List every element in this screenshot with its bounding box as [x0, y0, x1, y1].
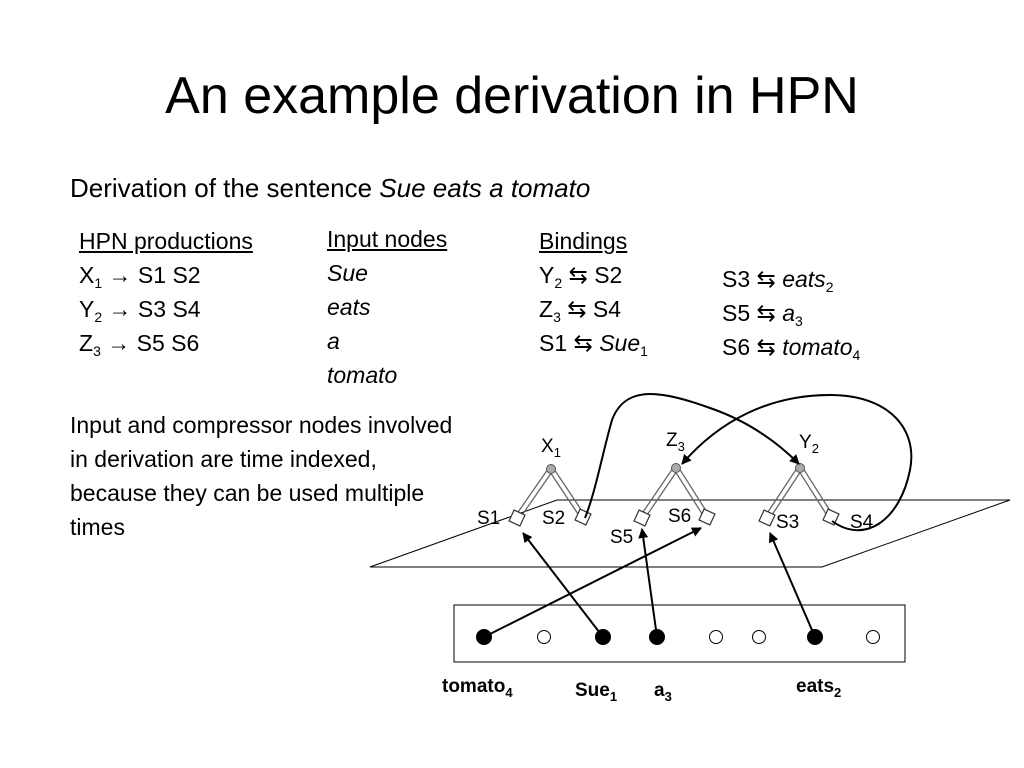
input-node-inactive: [710, 631, 723, 644]
binding-rhs: S4: [592, 296, 622, 322]
binding-rhs-sub: 3: [795, 313, 803, 329]
input-node-item: a: [327, 328, 340, 354]
binding-arrow-sue-s1: [523, 533, 603, 637]
binding-rhs-sub: 2: [825, 279, 834, 295]
binding-rhs: S2: [594, 262, 623, 288]
tree-root-label: $Z_3$: [666, 430, 685, 454]
rule-lhs: Z: [79, 330, 94, 356]
input-node-inactive: [753, 631, 766, 644]
rule-lhs: X: [79, 262, 95, 288]
bindings-header: Bindings: [539, 228, 628, 254]
binding-arrow-y2-s2: [585, 394, 799, 518]
binding-arrows-icon: ⇆: [567, 296, 587, 322]
input-word-label: $a_3$: [654, 680, 672, 704]
binding-arrows-icon: ⇆: [573, 330, 593, 356]
tree-leaf-node: [634, 510, 650, 526]
tree-root-node: [796, 464, 805, 473]
input-node-box: [454, 605, 905, 662]
tree-leaf-label: S6: [668, 506, 692, 527]
binding-arrows-icon: ⇆: [568, 262, 588, 288]
tree-root-label: $X_1$: [541, 436, 561, 460]
slide-title: An example derivation in HPN: [165, 67, 859, 125]
input-word-label: eats$_2$: [796, 676, 842, 700]
binding-lhs: Y: [539, 262, 555, 288]
input-node-inactive: [867, 631, 880, 644]
tree-leaf-node: [575, 509, 591, 525]
input-node-item: tomato: [327, 362, 398, 388]
rule-lhs: Y: [79, 296, 95, 322]
tree-branch: [798, 469, 829, 518]
rule-lhs-sub: 1: [94, 275, 103, 291]
binding-arrows-icon: ⇆: [756, 300, 776, 326]
binding-rhs: tomato: [782, 334, 853, 360]
productions-header: HPN productions: [79, 228, 253, 254]
binding-rhs-sub: 4: [852, 347, 861, 363]
tree-leaf-label: S5: [610, 527, 634, 548]
tree-leaf-node: [699, 509, 715, 525]
binding-rhs: eats: [782, 266, 826, 292]
tree-leaf-label: S1: [477, 508, 501, 529]
tree-leaf-label: S2: [542, 508, 566, 529]
rule-rhs: → S1 S2: [108, 262, 201, 288]
subtitle-prefix: Derivation of the sentence: [70, 173, 380, 203]
binding-lhs: Z: [539, 296, 554, 322]
input-node-item: eats: [327, 294, 371, 320]
rule-lhs-sub: 2: [94, 309, 103, 325]
tree-leaf-label: S4: [850, 512, 874, 533]
subtitle-sentence: Sue eats a tomato: [379, 173, 591, 203]
explanation-note: Input and compressor nodes involved in derivation are time indexed, because they can be used multiple times: [70, 412, 453, 540]
tree-branch: [765, 467, 798, 517]
tree-leaf-node: [823, 509, 839, 525]
binding-lhs-sub: 3: [553, 309, 561, 325]
tree-root-node: [547, 465, 556, 474]
tree-root-node: [672, 464, 681, 473]
binding-rhs: Sue: [599, 330, 641, 356]
tree-root-label: $Y_2$: [799, 432, 819, 456]
input-node-inactive: [538, 631, 551, 644]
binding-arrows-icon: ⇆: [756, 266, 776, 292]
rule-lhs-sub: 3: [93, 343, 101, 359]
binding-lhs-sub: 2: [554, 275, 563, 291]
tree-leaf-label: S3: [776, 512, 800, 533]
binding-arrow-a-s5: [642, 529, 657, 637]
binding-arrow-eats-s3: [770, 533, 815, 637]
tree-branch: [802, 467, 833, 516]
input-word-label: tomato$_4$: [442, 676, 513, 700]
input-node-item: Sue: [327, 260, 368, 286]
binding-lhs: S1: [539, 330, 568, 356]
binding-arrows-icon: ⇆: [756, 334, 776, 360]
binding-rhs-sub: 1: [640, 343, 648, 359]
binding-lhs: S3: [722, 266, 751, 292]
tree-leaf-node: [759, 510, 775, 526]
input-word-label: Sue$_1$: [575, 680, 618, 704]
rule-rhs: → S3 S4: [108, 296, 201, 322]
input-node-layer: [477, 630, 880, 645]
binding-arrow-tomato-s6: [484, 528, 701, 637]
binding-rhs: a: [782, 300, 795, 326]
binding-lhs: S6: [722, 334, 751, 360]
rule-rhs: → S5 S6: [107, 330, 200, 356]
binding-lhs: S5: [722, 300, 751, 326]
input-nodes-header: Input nodes: [327, 226, 448, 252]
